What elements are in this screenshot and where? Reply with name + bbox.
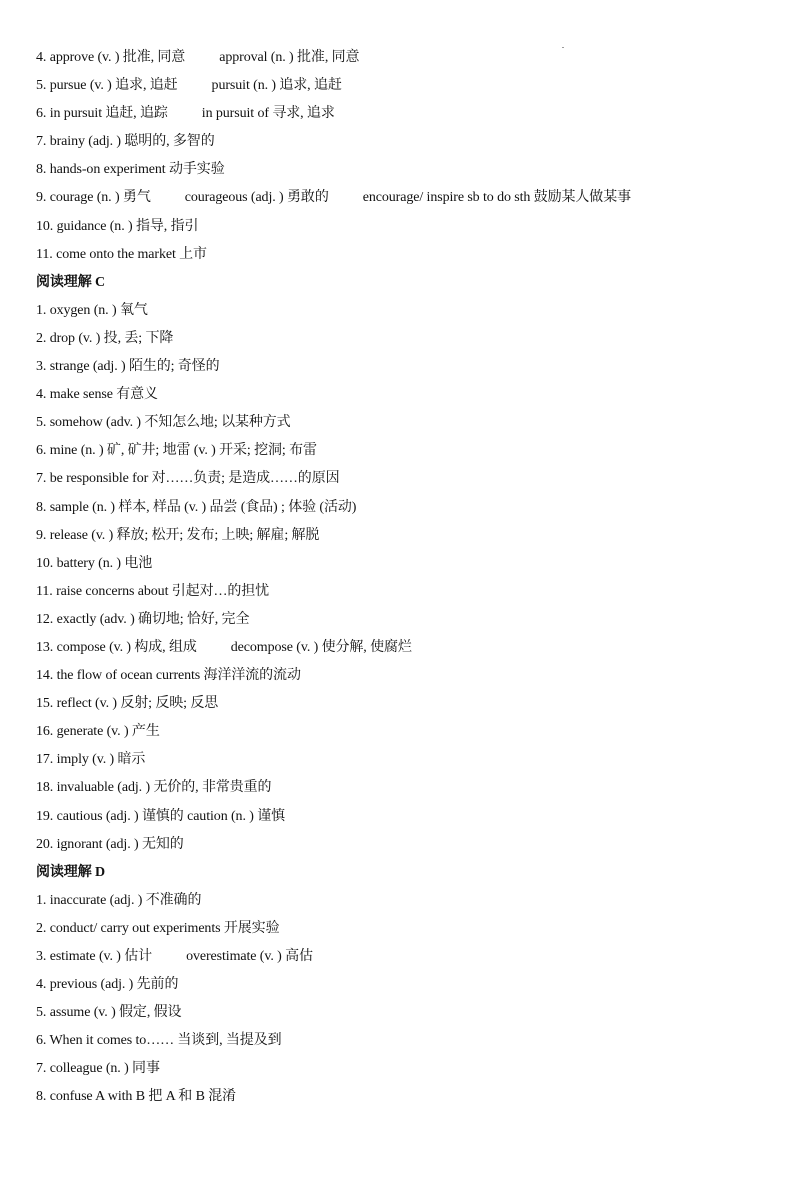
- vocab-item: [36, 999, 776, 1027]
- section-c: [36, 269, 776, 859]
- vocab-entry: 13. compose (v. ) 构成, 组成: [36, 639, 197, 655]
- vocab-entry: 18. invaluable (adj. ) 无价的, 非常贵重的: [36, 780, 272, 796]
- vocab-entry: overestimate (v. ) 高估: [186, 949, 313, 964]
- vocab-item: [36, 971, 776, 999]
- vocab-entry: 4. make sense 有意义: [36, 387, 158, 403]
- vocab-entry: pursuit (n. ) 追求, 追赶: [211, 78, 342, 94]
- vocab-entry: 10. guidance (n. ) 指导, 指引: [36, 218, 199, 234]
- vocab-entry: 7. brainy (adj. ) 聪明的, 多智的: [36, 134, 215, 150]
- vocab-item: [36, 522, 776, 550]
- vocab-entry: 9. release (v. ) 释放; 松开; 发布; 上映; 解雇; 解脱: [36, 527, 320, 543]
- vocab-entry: 9. courage (n. ) 勇气: [36, 190, 151, 206]
- vocab-entry: 5. pursue (v. ) 追求, 追赶: [36, 78, 178, 94]
- vocab-entry: 10. battery (n. ) 电池: [36, 555, 153, 571]
- vocab-item: [36, 409, 776, 437]
- vocab-item: [36, 184, 776, 212]
- vocab-item: [36, 634, 776, 662]
- scan-speck: [562, 47, 564, 48]
- vocab-entry: 4. approve (v. ) 批准, 同意: [36, 50, 186, 65]
- vocab-item: [36, 606, 776, 634]
- vocab-item: [36, 241, 776, 269]
- vocab-item: [36, 690, 776, 718]
- vocab-item: [36, 915, 776, 943]
- vocab-item: [36, 1027, 776, 1055]
- vocab-item: [36, 774, 776, 802]
- vocab-entry: 2. drop (v. ) 投, 丢; 下降: [36, 330, 174, 346]
- vocab-item: [36, 578, 776, 606]
- vocab-entry: 3. strange (adj. ) 陌生的; 奇怪的: [36, 359, 220, 375]
- vocab-item: [36, 662, 776, 690]
- vocab-entry: 6. When it comes to…… 当谈到, 当提及到: [36, 1033, 282, 1049]
- vocab-entry: decompose (v. ) 使分解, 使腐烂: [230, 639, 412, 655]
- vocab-entry: 20. ignorant (adj. ) 无知的: [36, 836, 184, 852]
- vocab-item: [36, 831, 776, 859]
- section-heading-c: 阅读理解 C: [36, 274, 106, 290]
- vocab-item: [36, 213, 776, 241]
- vocab-entry: 8. sample (n. ) 样本, 样品 (v. ) 品尝 (食品) ; 体验 (活动): [36, 499, 357, 515]
- vocab-item: [36, 44, 776, 72]
- vocab-entry: 5. somehow (adv. ) 不知怎么地; 以某种方式: [36, 415, 291, 431]
- vocab-entry: 5. assume (v. ) 假定, 假设: [36, 1005, 182, 1021]
- vocab-entry: 6. in pursuit 追赶, 追踪: [36, 106, 168, 122]
- vocab-item: [36, 1055, 776, 1083]
- vocab-entry: 8. hands-on experiment 动手实验: [36, 162, 225, 178]
- vocab-entry: 19. cautious (adj. ) 谨慎的 caution (n. ) 谨慎: [36, 808, 286, 824]
- vocab-entry: 4. previous (adj. ) 先前的: [36, 977, 179, 993]
- section-b-tail: [36, 44, 776, 269]
- vocab-entry: 7. be responsible for 对……负责; 是造成……的原因: [36, 471, 340, 487]
- vocab-item: [36, 297, 776, 325]
- vocab-entry: approval (n. ) 批准, 同意: [219, 50, 360, 65]
- vocab-entry: 1. inaccurate (adj. ) 不准确的: [36, 892, 202, 908]
- vocab-item: [36, 325, 776, 353]
- vocab-item: [36, 156, 776, 184]
- vocab-item: [36, 465, 776, 493]
- vocab-entry: 1. oxygen (n. ) 氧气: [36, 302, 148, 318]
- vocab-entry: 12. exactly (adv. ) 确切地; 恰好, 完全: [36, 611, 250, 627]
- vocab-entry: 17. imply (v. ) 暗示: [36, 752, 146, 768]
- vocab-entry: 7. colleague (n. ) 同事: [36, 1061, 160, 1077]
- vocab-entry: 15. reflect (v. ) 反射; 反映; 反思: [36, 696, 219, 712]
- vocab-item: [36, 494, 776, 522]
- vocab-entry: 2. conduct/ carry out experiments 开展实验: [36, 920, 280, 936]
- vocab-item: [36, 550, 776, 578]
- vocab-item: [36, 803, 776, 831]
- vocab-item: [36, 943, 776, 971]
- vocab-entry: in pursuit of 寻求, 追求: [201, 106, 335, 122]
- vocab-entry: 6. mine (n. ) 矿, 矿井; 地雷 (v. ) 开采; 挖洞; 布雷: [36, 443, 317, 459]
- vocab-item: [36, 72, 776, 100]
- vocab-entry: 11. raise concerns about 引起对…的担忧: [36, 583, 270, 599]
- vocab-entry: 11. come onto the market 上市: [36, 246, 207, 262]
- vocab-item: [36, 353, 776, 381]
- vocabulary-page: [36, 44, 776, 1112]
- vocab-entry: encourage/ inspire sb to do sth 鼓励某人做某事: [362, 190, 632, 206]
- vocab-item: [36, 1083, 776, 1111]
- vocab-item: [36, 381, 776, 409]
- vocab-item: [36, 100, 776, 128]
- vocab-entry: 14. the flow of ocean currents 海洋洋流的流动: [36, 668, 301, 684]
- vocab-entry: 16. generate (v. ) 产生: [36, 724, 160, 740]
- vocab-entry: 3. estimate (v. ) 估计: [36, 949, 153, 964]
- section-heading-d: 阅读理解 D: [36, 864, 106, 880]
- vocab-entry: courageous (adj. ) 勇敢的: [184, 190, 329, 206]
- vocab-entry: 8. confuse A with B 把 A 和 B 混淆: [36, 1089, 237, 1105]
- section-d: [36, 859, 776, 1112]
- vocab-item: [36, 437, 776, 465]
- vocab-item: [36, 718, 776, 746]
- vocab-item: [36, 887, 776, 915]
- vocab-item: [36, 746, 776, 774]
- vocab-item: [36, 128, 776, 156]
